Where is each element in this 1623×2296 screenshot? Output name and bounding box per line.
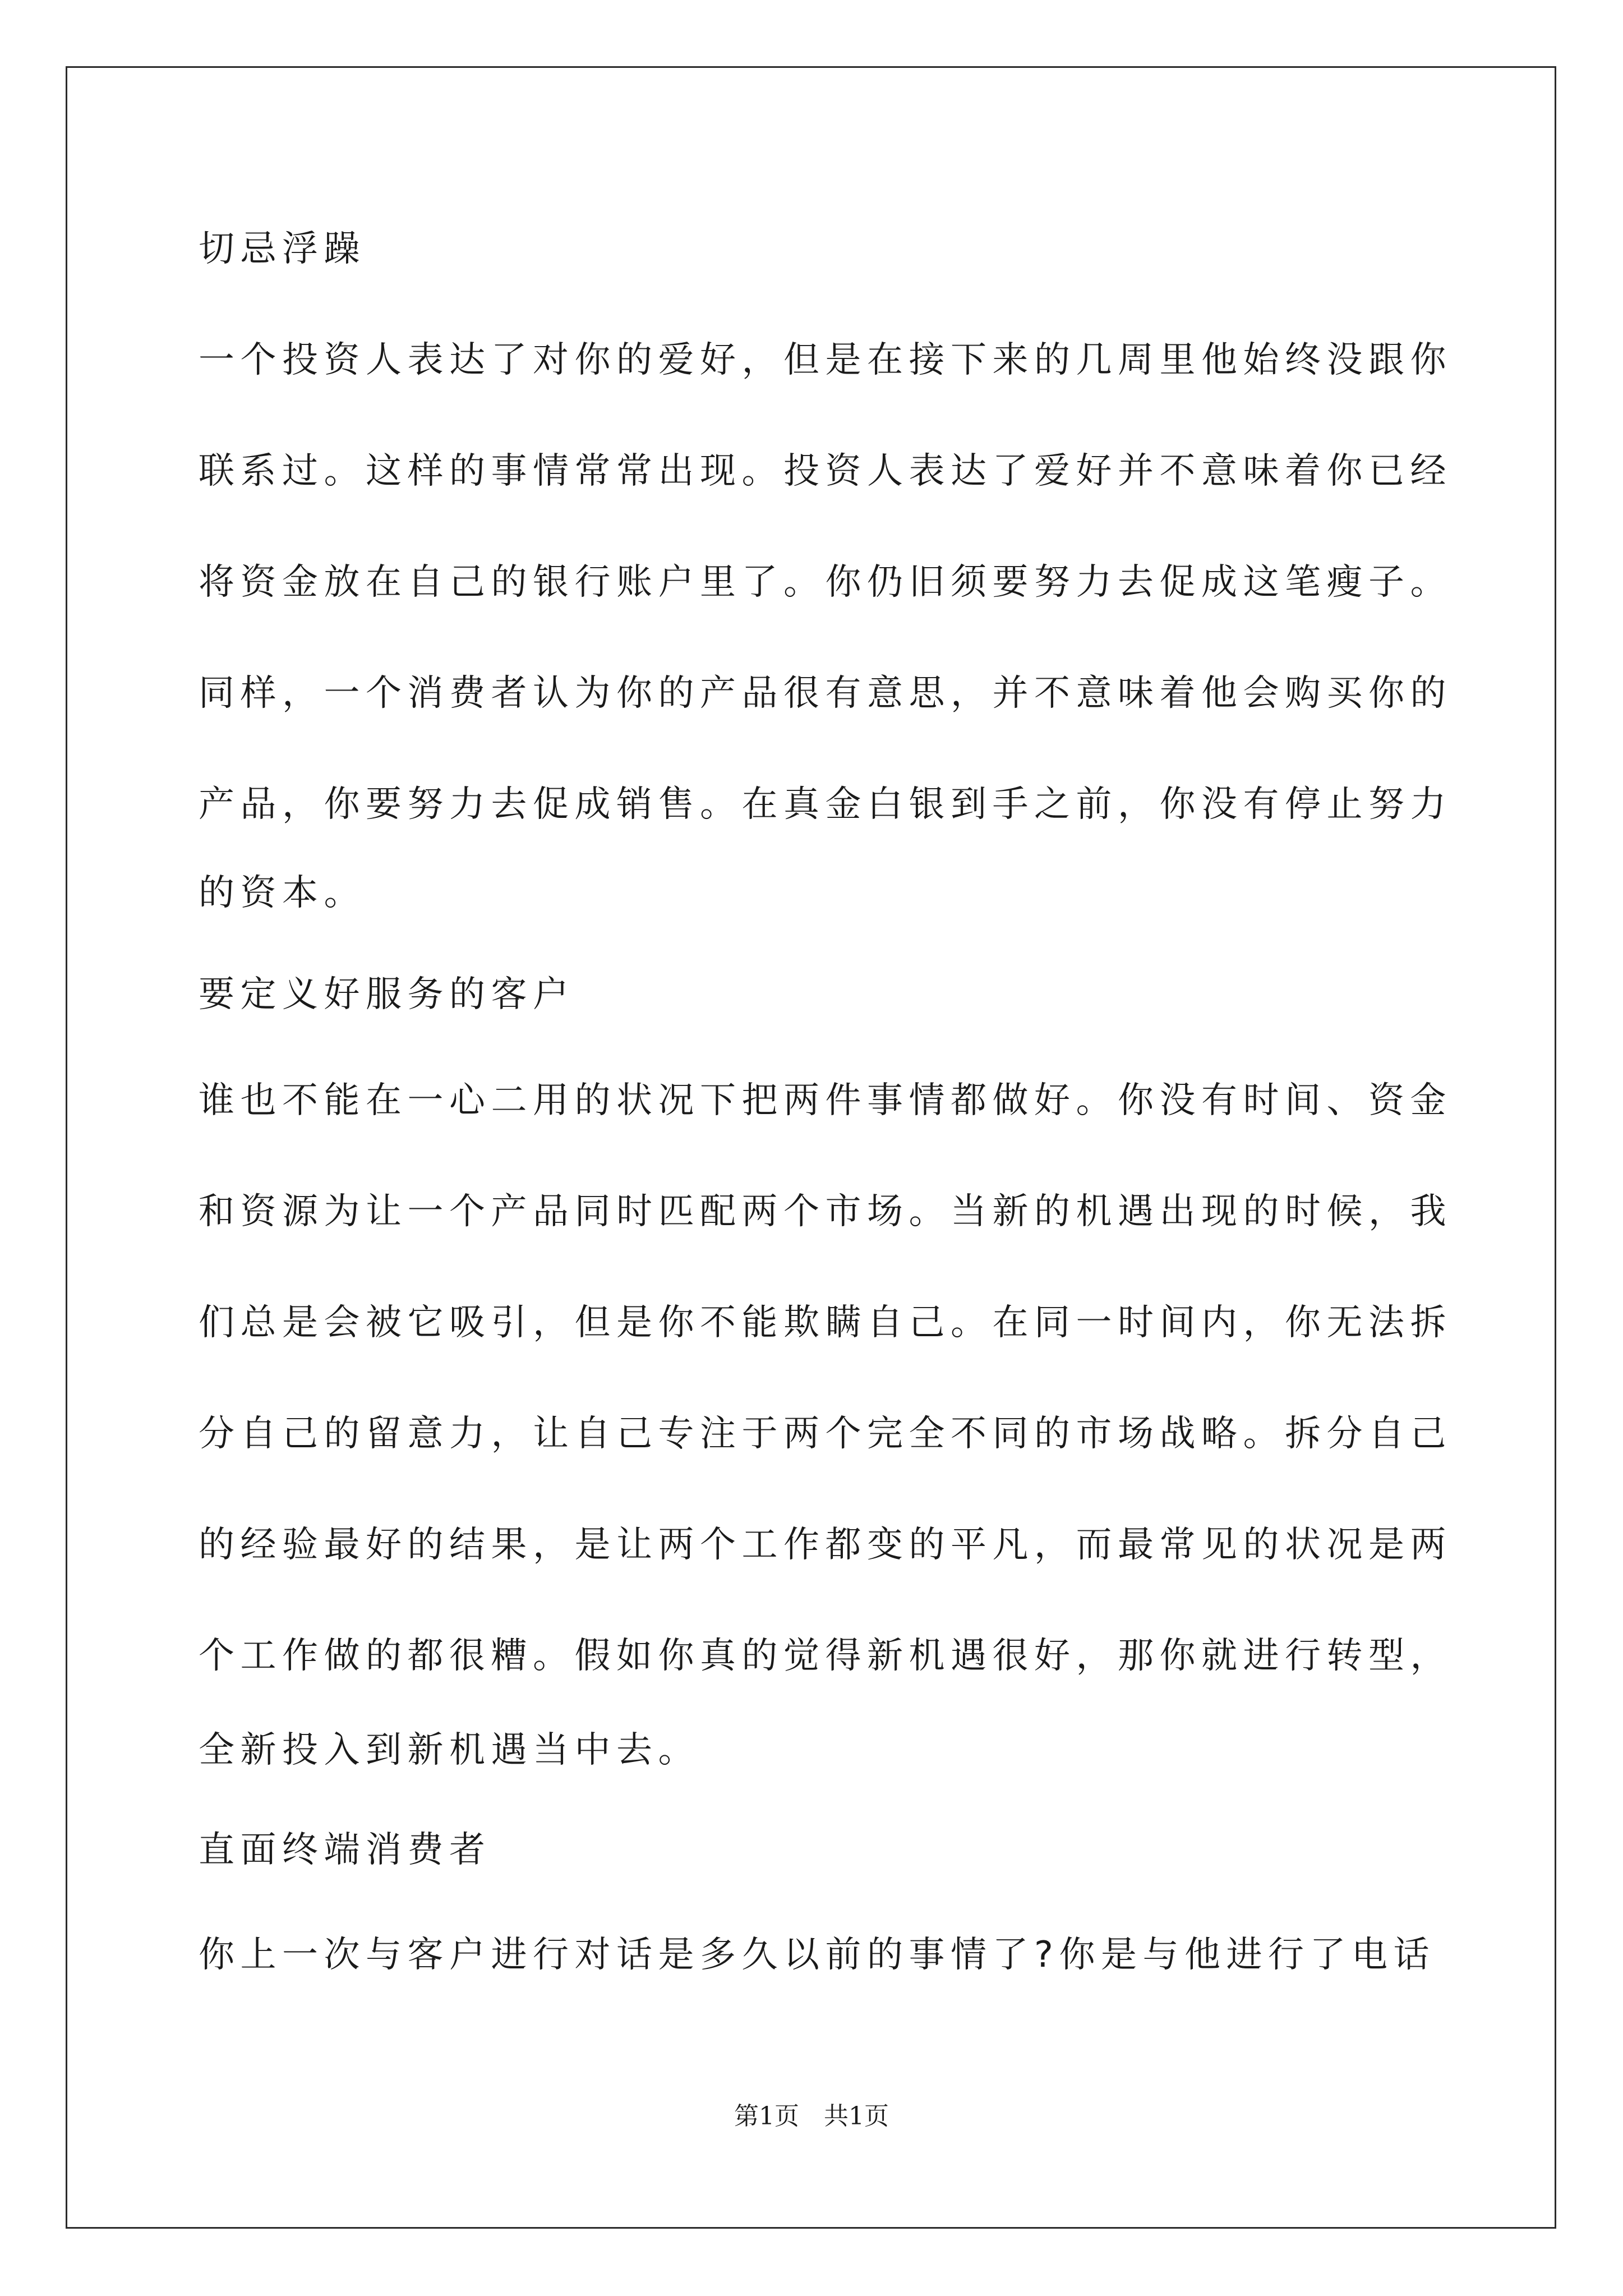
page-number-footer: 第1页 共1页 [734,2102,889,2131]
paragraph-line: 全新投入到新机遇当中去。 [199,1729,700,1771]
page-border [66,66,1556,2229]
paragraph-line: 将资金放在自己的银行账户里了。你仍旧须要努力去促成这笔瘦子。 [199,562,1452,603]
heading-face-end-consumers: 直面终端消费者 [199,1829,491,1871]
paragraph-line: 谁也不能在一心二用的状况下把两件事情都做好。你没有时间、资金 [199,1080,1452,1121]
paragraph-line: 个工作做的都很糟。假如你真的觉得新机遇很好，那你就进行转型， [199,1635,1452,1677]
paragraph-line: 和资源为让一个产品同时匹配两个市场。当新的机遇出现的时候，我 [199,1191,1452,1232]
heading-qiejifuzao: 切忌浮躁 [199,228,366,270]
paragraph-line: 一个投资人表达了对你的爱好，但是在接下来的几周里他始终没跟你 [199,339,1452,381]
paragraph-line: 联系过。这样的事情常常出现。投资人表达了爱好并不意味着你已经 [199,450,1452,492]
paragraph-line: 产品，你要努力去促成销售。在真金白银到手之前，你没有停止努力 [199,784,1452,825]
paragraph-line: 的资本。 [199,872,366,914]
paragraph-line: 同样，一个消费者认为你的产品很有意思，并不意味着他会购买你的 [199,673,1452,714]
paragraph-line: 的经验最好的结果，是让两个工作都变的平凡，而最常见的状况是两 [199,1524,1452,1566]
paragraph-line: 分自己的留意力，让自己专注于两个完全不同的市场战略。拆分自己 [199,1413,1452,1455]
paragraph-line: 们总是会被它吸引，但是你不能欺瞒自己。在同一时间内，你无法拆 [199,1302,1452,1343]
heading-define-customers: 要定义好服务的客户 [199,974,575,1015]
paragraph-line: 你上一次与客户进行对话是多久以前的事情了?你是与他进行了电话 [199,1934,1435,1976]
